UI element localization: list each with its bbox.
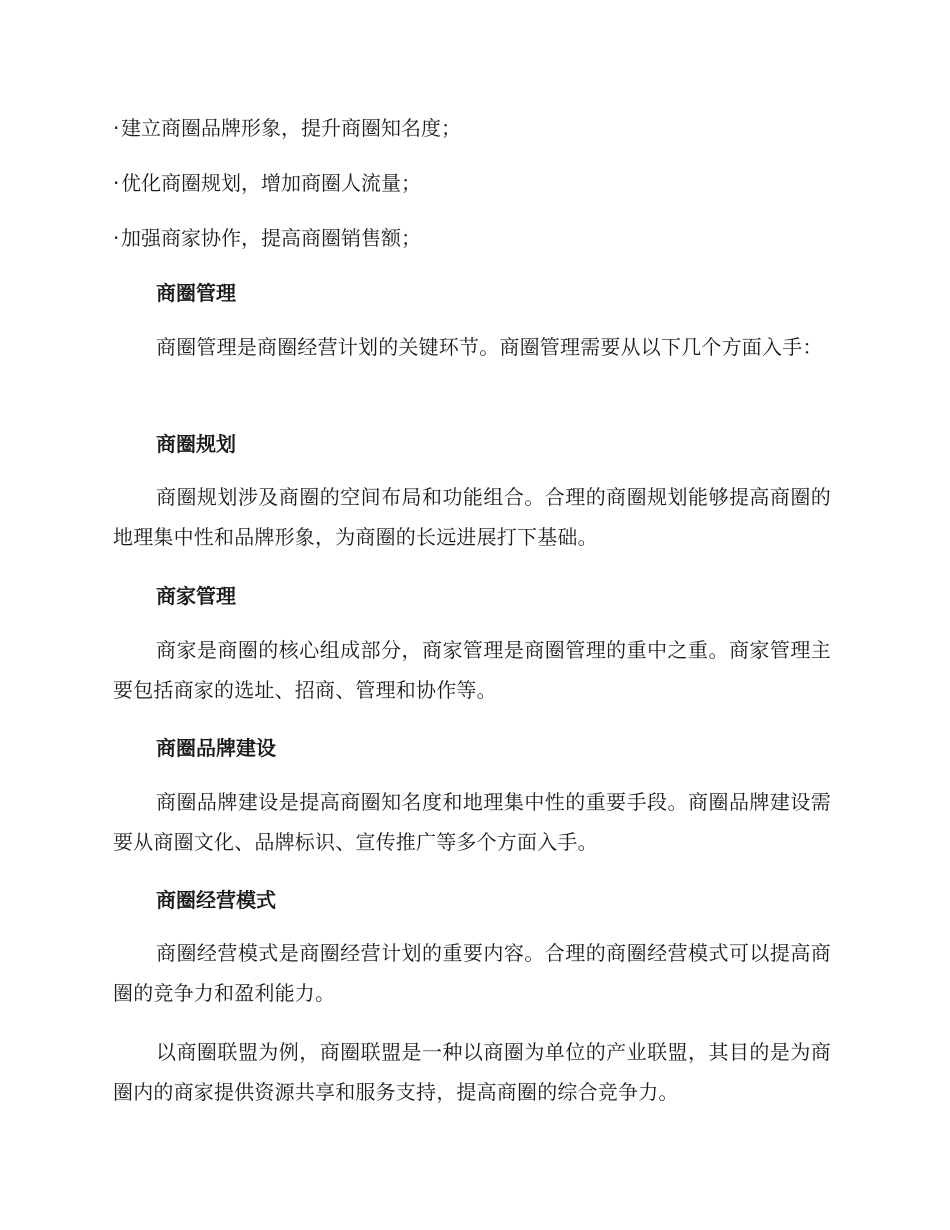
list-item xyxy=(113,169,833,197)
list-item xyxy=(113,114,833,142)
section-body-management: 商圈管理是商圈经营计划的关键环节。商圈管理需要从以下几个方面入手： xyxy=(156,335,823,359)
bullet-text: 建立商圈品牌形象，提升商圈知名度； xyxy=(121,116,461,140)
section-heading-model: 商圈经营模式 xyxy=(156,888,276,912)
list-item xyxy=(113,224,833,252)
bullet-text: 加强商家协作，提高商圈销售额； xyxy=(121,226,421,250)
section-body-planning: 商圈规划涉及商圈的空间布局和功能组合。合理的商圈规划能够提高商圈的地理集中性和品牌形象，为商圈的长远进展打下基础。 xyxy=(113,485,831,549)
section-body-merchant: 商家是商圈的核心组成部分，商家管理是商圈管理的重中之重。商家管理主要包括商家的选址、招商、管理和协作等。 xyxy=(113,638,831,702)
goal-bullet-list xyxy=(113,114,833,279)
bullet-text: 优化商圈规划，增加商圈人流量； xyxy=(121,171,421,195)
section-body-model: 商圈经营模式是商圈经营计划的重要内容。合理的商圈经营模式可以提高商圈的竞争力和盈利能力。 xyxy=(113,941,831,1005)
section-heading-merchant: 商家管理 xyxy=(156,584,236,608)
bullet-marker: · xyxy=(113,171,120,195)
section-heading-brand: 商圈品牌建设 xyxy=(156,736,276,760)
section-heading-management: 商圈管理 xyxy=(156,281,236,305)
section-body-brand: 商圈品牌建设是提高商圈知名度和地理集中性的重要手段。商圈品牌建设需要从商圈文化、品牌标识、宣传推广等多个方面入手。 xyxy=(113,790,831,854)
section-heading-planning: 商圈规划 xyxy=(156,432,236,456)
bullet-marker: · xyxy=(113,226,120,250)
section-body-model-example: 以商圈联盟为例，商圈联盟是一种以商圈为单位的产业联盟，其目的是为商圈内的商家提供资源共享和服务支持，提高商圈的综合竞争力。 xyxy=(113,1040,831,1104)
bullet-marker: · xyxy=(113,116,120,140)
